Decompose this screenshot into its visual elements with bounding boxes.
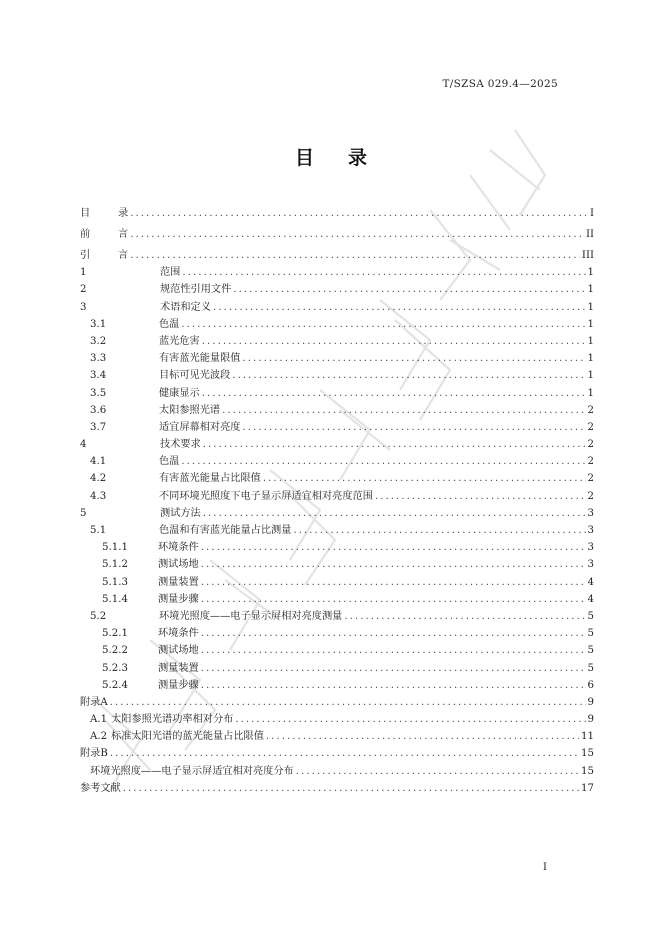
toc-title: 不同环境光照度下电子显示屏适宜相对亮度范围 [159, 490, 373, 502]
toc-entry-references[interactable] [80, 778, 594, 795]
toc-title: 环境光照度——电子显示屏适宜相对亮度分布 [90, 765, 294, 777]
toc-title: 参考文献 [80, 782, 121, 794]
toc-leader-dots [263, 472, 586, 485]
toc-title: 色温 [159, 318, 180, 330]
toc-title: 测试场地 [158, 559, 199, 571]
toc-num: 5.2.4 [102, 679, 128, 691]
toc-title: 录 [118, 208, 129, 219]
toc-num: 5.2 [90, 610, 107, 622]
toc-entry[interactable] [80, 296, 594, 313]
toc-leader-dots [243, 352, 586, 365]
toc-page: 1 [587, 284, 594, 296]
toc-entry[interactable] [80, 314, 594, 331]
toc-leader-dots [123, 782, 579, 795]
toc-num: 3.7 [90, 421, 107, 433]
toc-page: 1 [587, 267, 594, 279]
toc-page: I [589, 208, 594, 219]
toc-num: 5.1.4 [102, 593, 128, 605]
toc-title: 测试场地 [158, 645, 199, 657]
toc-entry[interactable] [80, 554, 594, 571]
toc-page: 4 [587, 576, 594, 588]
toc-leader-dots [232, 369, 585, 382]
toc-title: 测量步骤 [158, 679, 199, 691]
toc-num: 3.1 [90, 318, 107, 330]
toc-leader-dots [344, 610, 585, 623]
toc-entry[interactable] [80, 657, 594, 674]
toc-title: 太阳参照光谱功率相对分布 [111, 714, 234, 726]
toc-leader-dots [130, 228, 584, 241]
toc-num: 5.1.2 [102, 559, 128, 571]
toc-entry[interactable] [80, 331, 594, 348]
toc-title: 测量步骤 [158, 593, 199, 605]
toc-page: III [581, 250, 594, 261]
toc-num: A.1 [90, 714, 108, 726]
toc-entry[interactable] [80, 571, 594, 588]
toc-page: 1 [587, 335, 594, 347]
toc-entry[interactable] [80, 520, 594, 537]
toc-page: 2 [587, 473, 594, 485]
toc-entry[interactable] [80, 485, 594, 502]
toc-entry[interactable] [80, 640, 594, 657]
toc-leader-dots [202, 387, 586, 400]
toc-title: 环境条件 [158, 542, 199, 554]
toc-leader-dots [233, 283, 585, 296]
toc-page: 9 [587, 696, 594, 708]
toc-page: 11 [581, 731, 594, 743]
toc-leader-dots [110, 747, 579, 760]
toc-page: 1 [587, 318, 594, 330]
toc-page: 15 [581, 748, 594, 760]
toc-entry-appendix-b[interactable] [80, 743, 594, 760]
toc-leader-dots [203, 438, 586, 451]
toc-leader-dots [293, 524, 585, 537]
toc-page: 2 [587, 439, 594, 451]
toc-num: 3.5 [90, 387, 107, 399]
toc-title: 太阳参照光谱 [159, 404, 221, 416]
toc-num: 引 [80, 250, 91, 261]
toc-leader-dots [182, 266, 585, 279]
toc-entry[interactable] [80, 537, 594, 554]
toc-entry-foreword[interactable] [80, 220, 594, 241]
document-code: T/SZSA 029.4—2025 [442, 78, 558, 90]
toc-entry[interactable] [80, 262, 594, 279]
toc-leader-dots [201, 627, 586, 640]
toc-title: 测量装置 [158, 576, 199, 588]
toc-page: 1 [587, 387, 594, 399]
toc-title: 测试方法 [160, 507, 201, 519]
toc-leader-dots [213, 301, 586, 314]
toc-title: 术语和定义 [160, 301, 211, 313]
toc-title: 规范性引用文件 [160, 284, 232, 296]
toc-page: 5 [587, 628, 594, 640]
toc-leader-dots [130, 249, 580, 262]
toc-leader-dots [201, 593, 586, 606]
toc-num: 5.2.2 [102, 645, 128, 657]
toc-entry[interactable] [80, 623, 594, 640]
toc-leader-dots [222, 404, 585, 417]
toc-title: 色温 [159, 456, 180, 468]
toc-num: 1 [80, 267, 87, 279]
toc-num: 5.1.3 [102, 576, 128, 588]
toc-page: 9 [587, 714, 594, 726]
toc-page: 3 [587, 559, 594, 571]
toc-title: 有害蓝光能量限值 [159, 353, 241, 365]
page-title: 目录 [294, 147, 401, 169]
toc-page: 2 [587, 421, 594, 433]
toc-entry-contents[interactable] [80, 199, 594, 220]
toc-entry[interactable] [80, 726, 594, 743]
toc-page: II [585, 229, 594, 240]
toc-num: 3.6 [90, 404, 107, 416]
toc-entry[interactable] [80, 760, 594, 777]
toc-page: 1 [587, 301, 594, 313]
toc-entry[interactable] [80, 709, 594, 726]
toc-page: 3 [587, 525, 594, 536]
toc-title: 言 [118, 229, 129, 240]
toc-entry[interactable] [80, 400, 594, 417]
toc-num: 前 [80, 229, 91, 240]
toc-entry[interactable] [80, 589, 594, 606]
toc-entry[interactable] [80, 606, 594, 623]
toc-num: 4.3 [90, 490, 107, 502]
toc-entry-appendix-a[interactable] [80, 692, 594, 709]
toc-title: 环境光照度——电子显示屏相对亮度测量 [159, 610, 343, 622]
toc-leader-dots [201, 679, 586, 692]
toc-entry[interactable] [80, 434, 594, 451]
toc-title: 附录B [80, 748, 108, 760]
toc-page: 1 [587, 370, 594, 382]
toc-title: 有害蓝光能量占比限值 [159, 473, 261, 485]
toc-page: 6 [587, 679, 594, 691]
toc-num: 3.4 [90, 370, 107, 382]
toc-title: 标准太阳光谱的蓝光能量占比限值 [111, 731, 264, 743]
toc-num: 5.1 [90, 525, 107, 536]
toc-entry[interactable] [80, 675, 594, 692]
toc-title: 言 [118, 250, 129, 261]
toc-page: 17 [581, 782, 594, 794]
toc-leader-dots [181, 318, 585, 331]
toc-title: 范围 [160, 267, 181, 279]
toc-leader-dots [375, 490, 586, 503]
toc-num: 5 [80, 507, 87, 519]
toc-title: 适宜屏幕相对亮度 [159, 421, 241, 433]
toc-num: 3 [80, 301, 87, 313]
toc-num: 4.1 [90, 456, 107, 468]
toc-leader-dots [201, 644, 586, 657]
toc-leader-dots [130, 207, 588, 220]
toc-leader-dots [243, 421, 586, 434]
toc-num: 3.3 [90, 353, 107, 365]
toc-title: 测量装置 [158, 662, 199, 674]
footer-page-number: I [543, 862, 547, 873]
toc-page: 5 [587, 662, 594, 674]
toc-page: 3 [587, 542, 594, 554]
toc-num: 5.1.1 [102, 542, 128, 554]
toc-leader-dots [181, 455, 585, 468]
toc-num: 目 [80, 208, 91, 219]
toc-num: 4 [80, 439, 87, 451]
toc-page: 2 [587, 456, 594, 468]
toc-leader-dots [266, 730, 579, 743]
toc-leader-dots [296, 765, 579, 778]
toc-leader-dots [201, 576, 586, 589]
toc-page: 4 [587, 593, 594, 605]
toc-leader-dots [201, 558, 586, 571]
toc-title: 健康显示 [159, 387, 200, 399]
toc-page: 2 [587, 404, 594, 416]
toc-leader-dots [203, 507, 586, 520]
toc-leader-dots [201, 541, 586, 554]
toc-title: 蓝光危害 [159, 335, 200, 347]
toc-page: 5 [587, 610, 594, 622]
toc-leader-dots [110, 696, 586, 709]
toc-title: 附录A [80, 696, 108, 708]
toc-leader-dots [235, 713, 585, 726]
toc-leader-dots [201, 662, 586, 675]
toc-page: 5 [587, 645, 594, 657]
toc-title: 技术要求 [160, 439, 201, 451]
toc-page: 2 [587, 490, 594, 502]
toc-entry[interactable] [80, 468, 594, 485]
toc-num: 4.2 [90, 473, 107, 485]
toc-leader-dots [202, 335, 586, 348]
toc-entry[interactable] [80, 382, 594, 399]
toc-page: 15 [581, 765, 594, 777]
toc-num: 3.2 [90, 335, 107, 347]
toc-entry[interactable] [80, 365, 594, 382]
toc-page: 3 [587, 507, 594, 519]
toc-entry[interactable] [80, 348, 594, 365]
toc-entry[interactable] [80, 451, 594, 468]
toc-page: 1 [587, 353, 594, 365]
toc-entry[interactable] [80, 417, 594, 434]
toc-entry[interactable] [80, 503, 594, 520]
toc-num: 2 [80, 284, 87, 296]
toc-num: 5.2.1 [102, 628, 128, 640]
table-of-contents [80, 199, 594, 795]
toc-title: 目标可见光波段 [159, 370, 231, 382]
toc-num: A.2 [90, 731, 108, 743]
toc-title: 色温和有害蓝光能量占比测量 [159, 525, 292, 536]
toc-num: 5.2.3 [102, 662, 128, 674]
toc-title: 环境条件 [158, 628, 199, 640]
toc-entry-introduction[interactable] [80, 241, 594, 262]
toc-entry[interactable] [80, 279, 594, 296]
